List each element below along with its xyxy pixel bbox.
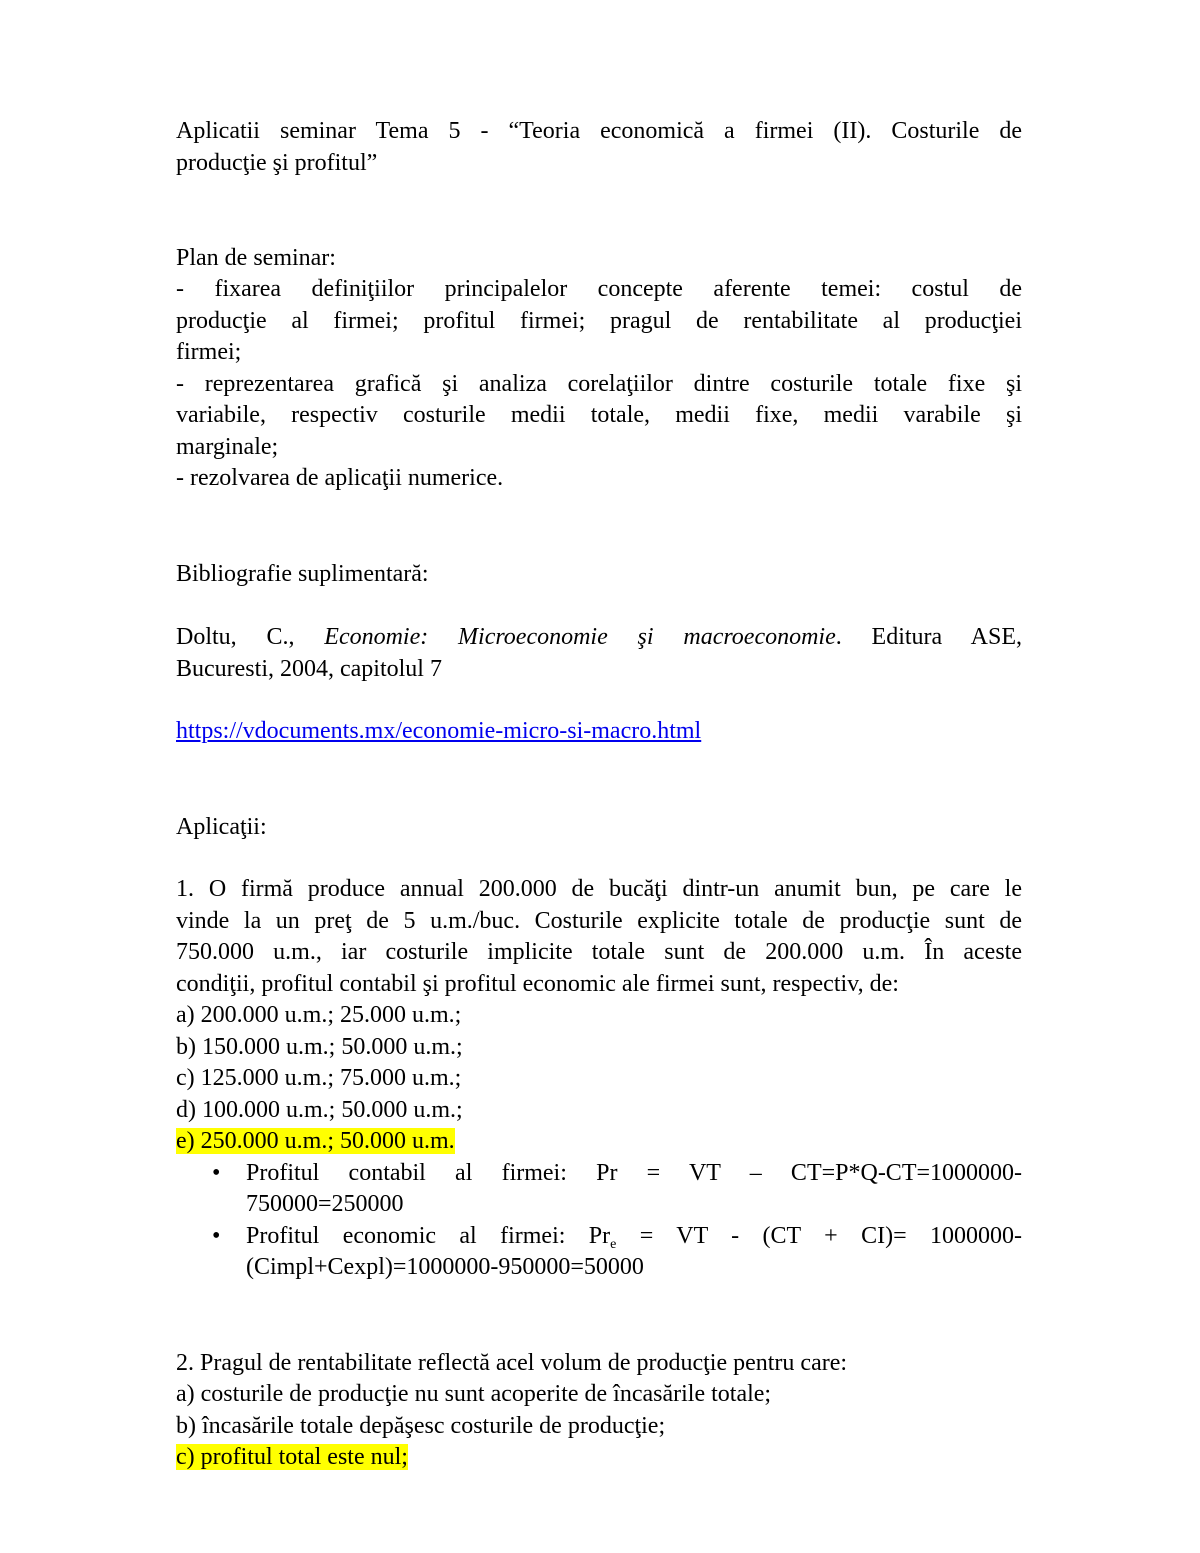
plan-line: - reprezentarea grafică şi analiza corelaţiilor dintre costurile totale fixe şi: [176, 371, 1022, 397]
q1-bullet-2-line-2: (Cimpl+Cexpl)=1000000-950000=50000: [246, 1254, 644, 1280]
bullet-2-subscript: e: [610, 1237, 617, 1252]
q1-correct-option: [176, 1126, 1022, 1158]
applications-heading: Aplicaţii:: [176, 814, 267, 840]
bibliography-link[interactable]: https://vdocuments.mx/economie-micro-si-macro.html: [176, 718, 702, 744]
q1-text-line: vinde la un preţ de 5 u.m./buc. Costurile explicite totale de producţie sunt de: [176, 908, 1022, 934]
q1-text-line: condiţii, profitul contabil şi profitul economic ale firmei sunt, respectiv, de:: [176, 971, 899, 997]
document-title-line-2: producţie şi profitul”: [176, 150, 378, 176]
bibliography-heading: Bibliografie suplimentară:: [176, 561, 429, 587]
plan-line: firmei;: [176, 339, 242, 365]
bullet-dot: •: [212, 1160, 221, 1186]
q2-correct-option: [176, 1442, 1022, 1474]
plan-line: producţie al firmei; profitul firmei; pragul de rentabilitate al producţiei: [176, 308, 1022, 334]
plan-line: - fixarea definiţiilor principalelor concepte aferente temei: costul de: [176, 276, 1022, 302]
q2-text-line: 2. Pragul de rentabilitate reflectă acel volum de producţie pentru care:: [176, 1350, 848, 1376]
q1-bullet-2-line-1: [246, 1221, 1022, 1253]
q1-bullet-1-line-2: 750000=250000: [246, 1191, 404, 1217]
q1-option: d) 100.000 u.m.; 50.000 u.m.;: [176, 1097, 463, 1123]
q1-bullet-1-line-1: Profitul contabil al firmei: Pr = VT – CT=P*Q-CT=1000000-: [246, 1160, 1022, 1186]
q2-correct-highlight: c) profitul total este nul;: [176, 1444, 408, 1470]
q1-text-line: 750.000 u.m., iar costurile implicite totale sunt de 200.000 u.m. În aceste: [176, 939, 1022, 965]
bibliography-link-line: [176, 716, 1022, 748]
plan-heading: Plan de seminar:: [176, 245, 336, 271]
q2-option: b) încasările totale depăşesc costurile de producţie;: [176, 1413, 666, 1439]
bullet-dot: •: [212, 1223, 221, 1249]
q1-option: a) 200.000 u.m.; 25.000 u.m.;: [176, 1002, 462, 1028]
document-title-line-1: Aplicatii seminar Tema 5 - “Teoria economică a firmei (II). Costurile de: [176, 118, 1022, 144]
bullet-2-text-a: Profitul economic al firmei: Pr: [246, 1223, 611, 1249]
q2-option: a) costurile de producţie nu sunt acoperite de încasările totale;: [176, 1381, 772, 1407]
bibliography-book-title: Economie: Microeconomie şi macroeconomie: [324, 624, 836, 650]
bibliography-author: Doltu, C.,: [176, 624, 325, 650]
plan-line: - rezolvarea de aplicaţii numerice.: [176, 465, 504, 491]
plan-line: variabile, respectiv costurile medii totale, medii fixe, medii varabile şi: [176, 402, 1022, 428]
q1-option: b) 150.000 u.m.; 50.000 u.m.;: [176, 1034, 463, 1060]
bullet-2-text-b: = VT - (CT + CI)= 1000000-: [616, 1223, 1022, 1249]
bibliography-entry-line-2: Bucuresti, 2004, capitolul 7: [176, 656, 442, 682]
q1-correct-highlight: e) 250.000 u.m.; 50.000 u.m.: [176, 1128, 455, 1154]
q1-option: c) 125.000 u.m.; 75.000 u.m.;: [176, 1065, 462, 1091]
bibliography-publisher: . Editura ASE,: [835, 624, 1022, 650]
q1-text-line: 1. O firmă produce annual 200.000 de bucăţi dintr-un anumit bun, pe care le: [176, 876, 1022, 902]
plan-line: marginale;: [176, 434, 279, 460]
bibliography-entry-line-1: [176, 622, 1022, 654]
